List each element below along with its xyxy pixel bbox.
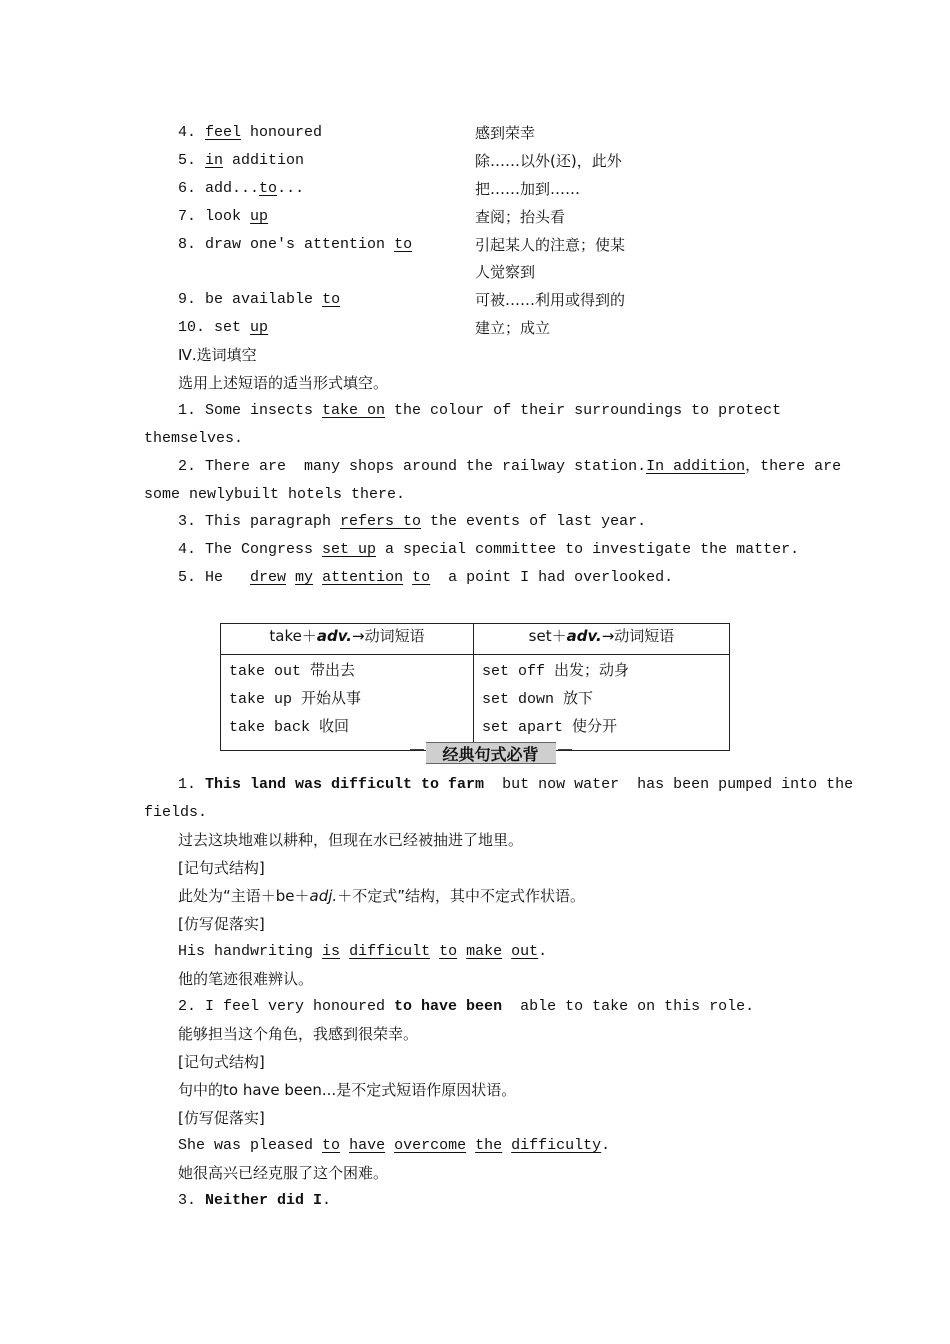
exercise-2-cont: some newlybuilt hotels there. [144,486,406,503]
phrase-meaning: 感到荣幸 [475,124,536,142]
structure-note: 句中的to have been...是不定式短语作原因状语。 [178,1081,517,1099]
table-entry: take back 收回 [229,719,350,736]
exercise-1: 1. Some insects take on the colour of their surroundings to protect [178,402,782,419]
phrase-item: 6. add...to... [178,180,305,197]
structure-tag: [记句式结构] [178,1053,265,1071]
phrase-item: 7. look up [178,208,269,225]
structure-tag: [记句式结构] [178,859,265,877]
phrase-item: 8. draw one's attention to [178,236,413,253]
section-banner [408,740,573,764]
instruction: 选用上述短语的适当形式填空。 [178,374,389,392]
phrase-item: 4. feel honoured [178,124,323,141]
phrase-item: 10. set up [178,319,269,336]
practice-tag: [仿写促落实] [178,1109,265,1127]
table-entry: set off 出发；动身 [482,663,630,680]
sentence-1: 1. This land was difficult to farm but now water has been pumped into the [178,776,854,793]
phrase-meaning: 建立；成立 [475,319,551,337]
banner-title: 经典句式必背 [442,745,539,764]
exercise-5: 5. He drew my attention to a point I had overlooked. [178,569,674,586]
sentence-1-translation: 过去这块地难以耕种，但现在水已经被抽进了地里。 [178,831,524,849]
phrase-item: 9. be available to [178,291,341,308]
table-entry: take up 开始从事 [229,691,362,708]
sentence-2: 2. I feel very honoured to have been able to take on this role. [178,998,755,1015]
phrase-meaning: 引起某人的注意；使某 [475,236,626,254]
table-header-take: take＋adv.→动词短语 [221,624,474,655]
table-header-set: set＋adv.→动词短语 [474,624,730,655]
exercise-4: 4. The Congress set up a special committee to investigate the matter. [178,541,800,558]
phrase-meaning: 除……以外(还)，此外 [475,152,622,170]
practice-translation: 他的笔迹很难辨认。 [178,970,314,988]
practice-translation: 她很高兴已经克服了这个困难。 [178,1164,389,1182]
table-entry: take out 带出去 [229,663,356,680]
phrase-meaning: 把……加到…… [475,180,581,198]
table-entry: set down 放下 [482,691,594,708]
phrase-meaning-cont: 人觉察到 [475,263,536,281]
phrase-meaning: 可被……利用或得到的 [475,291,626,309]
section-heading: Ⅳ.选词填空 [178,346,257,364]
sentence-2-translation: 能够担当这个角色，我感到很荣幸。 [178,1025,419,1043]
practice-sentence: She was pleased to have overcome the difficulty. [178,1137,611,1154]
practice-tag: [仿写促落实] [178,915,265,933]
phrase-item: 5. in addition [178,152,305,169]
practice-sentence: His handwriting is difficult to make out. [178,943,548,960]
sentence-1-cont: fields. [144,804,208,821]
table-cell-set [474,655,730,751]
structure-note: 此处为“主语＋be＋adj.＋不定式”结构，其中不定式作状语。 [178,887,585,905]
phrase-table [220,623,730,751]
phrase-meaning: 查阅；抬头看 [475,208,566,226]
exercise-3: 3. This paragraph refers to the events of last year. [178,513,647,530]
table-cell-take [221,655,474,751]
table-entry: set apart 使分开 [482,719,618,736]
exercise-2: 2. There are many shops around the railway station.In addition，there are [178,458,842,475]
sentence-3: 3. Neither did I. [178,1192,332,1209]
exercise-1-cont: themselves. [144,430,244,447]
